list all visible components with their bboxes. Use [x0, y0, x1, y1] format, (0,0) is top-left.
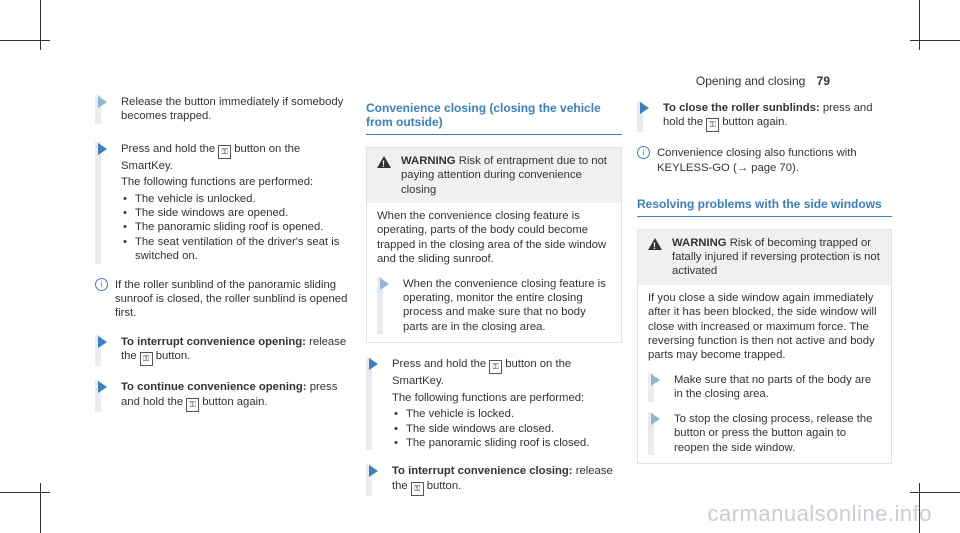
info-icon: i [95, 278, 108, 291]
step [95, 95, 350, 124]
hint [637, 146, 892, 175]
column-1 [95, 95, 350, 426]
section-title: Opening and closing [695, 74, 806, 88]
list-item: • The panoramic sliding roof is opened. [135, 220, 350, 234]
step [366, 357, 622, 450]
key-button-icon: ⚿ [411, 482, 424, 496]
warning-title: WARNING [401, 154, 456, 167]
warning-box [637, 229, 892, 464]
crop-mark [0, 492, 50, 493]
step-text: Press and hold the [121, 142, 216, 155]
step-bold: To close the roller sunblinds: [663, 102, 820, 114]
list-item: • The side windows are closed. [406, 422, 622, 436]
step-text: button. [426, 479, 462, 492]
step-text: release the [121, 335, 347, 363]
step-bold: To interrupt convenience closing: [392, 465, 573, 478]
list-item: • The vehicle is unlocked. [135, 192, 350, 206]
list-item: • The side windows are opened. [135, 206, 350, 220]
warning-head: Risk of entrapment due to not paying attention during convenience closing [401, 154, 607, 196]
step-text: button on the SmartKey. [121, 142, 301, 172]
step [377, 277, 611, 335]
key-button-icon: ⚿ [186, 398, 199, 412]
step-text: button again. [202, 395, 268, 408]
page-number: 79 [816, 74, 830, 88]
crop-mark [910, 40, 960, 41]
step-text: To stop the closing process, release the button or press the button again to reopen the side window. [674, 412, 873, 454]
step-text: When the convenience closing feature is operating, monitor the entire closing process and make sure that no body parts are in the closing area. [403, 277, 606, 333]
step [366, 464, 622, 495]
step-arrow-icon [98, 381, 107, 393]
key-button-icon: ⚿ [140, 352, 153, 366]
section-heading: Convenience closing (closing the vehicle from outside) [366, 101, 622, 135]
hint-text: Convenience closing also functions with KEYLESS-GO (→ page 70). [657, 147, 857, 174]
following-text: The following functions are performed: [392, 391, 585, 404]
step-arrow-icon [380, 278, 389, 290]
step-arrow-icon [98, 143, 107, 155]
step-text: press and hold the [663, 102, 873, 129]
warning-body: If you close a side window again immediately after it has been blocked, the side window will close with increased or maximum force. The reversing function is then not active and body parts may become trapped. [648, 291, 877, 362]
step-arrow-icon [369, 465, 378, 477]
step-text: button. [155, 350, 191, 363]
key-button-icon: ⚿ [489, 360, 502, 374]
step [95, 142, 350, 264]
warning-title: WARNING [672, 236, 727, 249]
step-arrow-icon [98, 96, 107, 108]
step-text: Make sure that no parts of the body are in the closing area. [674, 373, 872, 401]
following-text: The following functions are performed: [121, 176, 314, 189]
step-text: Press and hold the [392, 358, 487, 371]
warning-box [366, 147, 622, 343]
warning-icon [377, 156, 391, 168]
hint [95, 278, 350, 321]
step [637, 101, 892, 132]
list-item: • The seat ventilation of the driver's seat is switched on. [135, 235, 350, 264]
page-header [696, 74, 830, 88]
step-text: release the [392, 465, 613, 492]
step [648, 373, 881, 402]
step-arrow-icon [651, 413, 660, 425]
column-3 [637, 101, 892, 464]
step [648, 412, 881, 455]
step-text: press and hold the [121, 381, 338, 408]
step-text: button on the SmartKey. [392, 358, 572, 388]
step [95, 380, 350, 411]
warning-head: Risk of becoming trapped or fatally injured if reversing protection is not activated [672, 236, 880, 278]
list-item: • The vehicle is locked. [406, 407, 622, 421]
function-list [392, 407, 622, 450]
step-bold: To continue convenience opening: [121, 381, 307, 394]
step-text: button again. [722, 116, 788, 129]
list-item: • The panoramic sliding roof is closed. [406, 436, 622, 450]
info-icon: i [637, 146, 650, 159]
step-arrow-icon [369, 358, 378, 370]
step-arrow-icon [98, 336, 107, 348]
column-2 [366, 101, 622, 510]
crop-mark [0, 40, 50, 41]
crop-mark [40, 0, 41, 50]
step [95, 335, 350, 366]
watermark: carmanualsonline.info [707, 501, 932, 526]
warning-body: When the convenience closing feature is operating, parts of the body could become trapped in the closing area of the side window and the sliding sunroof. [377, 210, 607, 266]
crop-mark [919, 0, 920, 50]
key-button-icon: ⚿ [218, 145, 231, 159]
crop-mark [910, 492, 960, 493]
section-heading: Resolving problems with the side windows [637, 197, 892, 216]
step-arrow-icon [651, 374, 660, 386]
key-button-icon: ⚿ [706, 118, 719, 132]
step-bold: To interrupt convenience opening: [121, 335, 306, 348]
warning-icon [648, 238, 662, 250]
step-text: Release the button immediately if somebody becomes trapped. [121, 96, 344, 123]
crop-mark [40, 483, 41, 533]
step-arrow-icon [640, 102, 649, 114]
hint-text: If the roller sunblind of the panoramic sliding sunroof is closed, the roller sunblind is opened first. [115, 278, 348, 320]
function-list [121, 192, 350, 264]
